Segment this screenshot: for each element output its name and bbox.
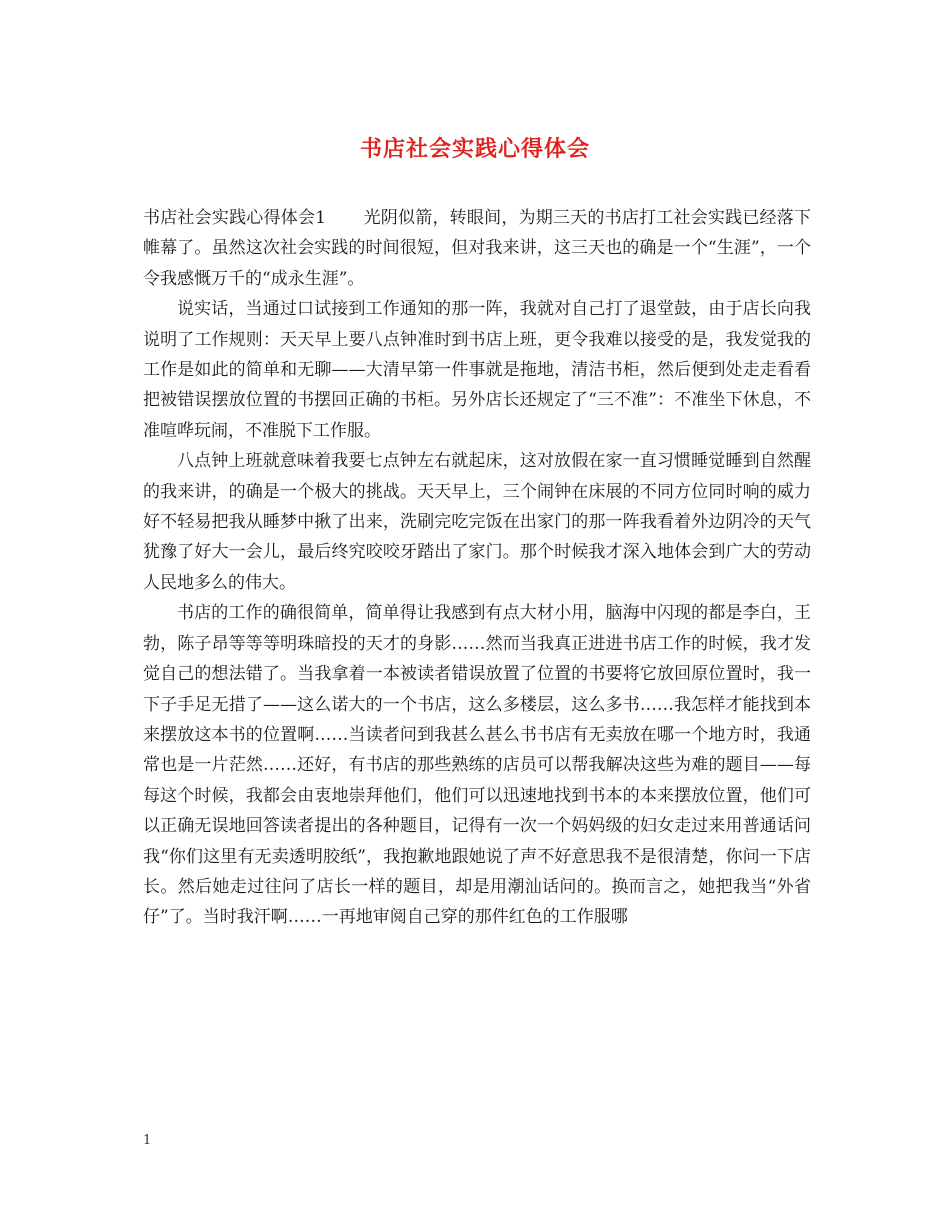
paragraph-1-text: 光阴似箭，转眼间，为期三天的书店打工社会实践已经落下帷幕了。虽然这次社会实践的时间很短，但对我来讲，这三天也的确是一个“生涯”，一个令我感慨万千的“成永生涯”。 [143, 208, 811, 289]
page-number: 1 [143, 1133, 152, 1148]
paragraph-3: 八点钟上班就意味着我要七点钟左右就起床，这对放假在家一直习惯睡觉睡到自然醒的我来讲，的确是一个极大的挑战。天天早上，三个闹钟在床展的不同方位同时响的威力好不轻易把我从睡梦中揪了出来，洗刷完吃完饭在出家门的那一阵我看着外边阴冷的天气犹豫了好大一会儿，最后终究咬咬牙踏出了家门。那个时候我才深入地体会到广大的劳动人民地多么的伟大。 [143, 451, 811, 593]
document-title: 书店社会实践心得体会 [359, 136, 590, 162]
document-body [143, 203, 811, 933]
lead-label: 书店社会实践心得体会1 [143, 208, 326, 228]
paragraph-4: 书店的工作的确很简单，简单得让我感到有点大材小用，脑海中闪现的都是李白，王勃，陈子昂等等等明珠暗投的天才的身影……然而当我真正进进书店工作的时候，我才发觉自己的想法错了。当我拿着一本被读者错误放置了位置的书要将它放回原位置时，我一下子手足无措了——这么诺大的一个书店，这么多楼层，这么多书……我怎样才能找到本来摆放这本书的位置啊……当读者问到我甚么甚么书书店有无卖放在哪一个地方时，我通常也是一片茫然……还好，有书店的那些熟练的店员可以帮我解决这些为难的题目——每每这个时候，我都会由衷地崇拜他们，他们可以迅速地找到书本的本来摆放位置，他们可以正确无误地回答读者提出的各种题目，记得有一次一个妈妈级的妇女走过来用普通话问我“你们这里有无卖透明胶纸”，我抱歉地跟她说了声不好意思我不是很清楚，你问一下店长。然后她走过往问了店长一样的题目，却是用潮汕话问的。换而言之，她把我当“外省仔”了。当时我汗啊……一再地审阅自己穿的那件红色的工作服哪 [143, 603, 811, 928]
paragraph-1 [143, 203, 811, 294]
paragraph-2: 说实话，当通过口试接到工作通知的那一阵，我就对自己打了退堂鼓，由于店长向我说明了工作规则：天天早上要八点钟准时到书店上班，更令我难以接受的是，我发觉我的工作是如此的简单和无聊——大清早第一件事就是拖地，清洁书柜，然后便到处走走看看把被错误摆放位置的书摆回正确的书柜。另外店长还规定了“三不准”：不准坐下休息，不准喧哗玩闹，不准脱下工作服。 [143, 299, 811, 441]
